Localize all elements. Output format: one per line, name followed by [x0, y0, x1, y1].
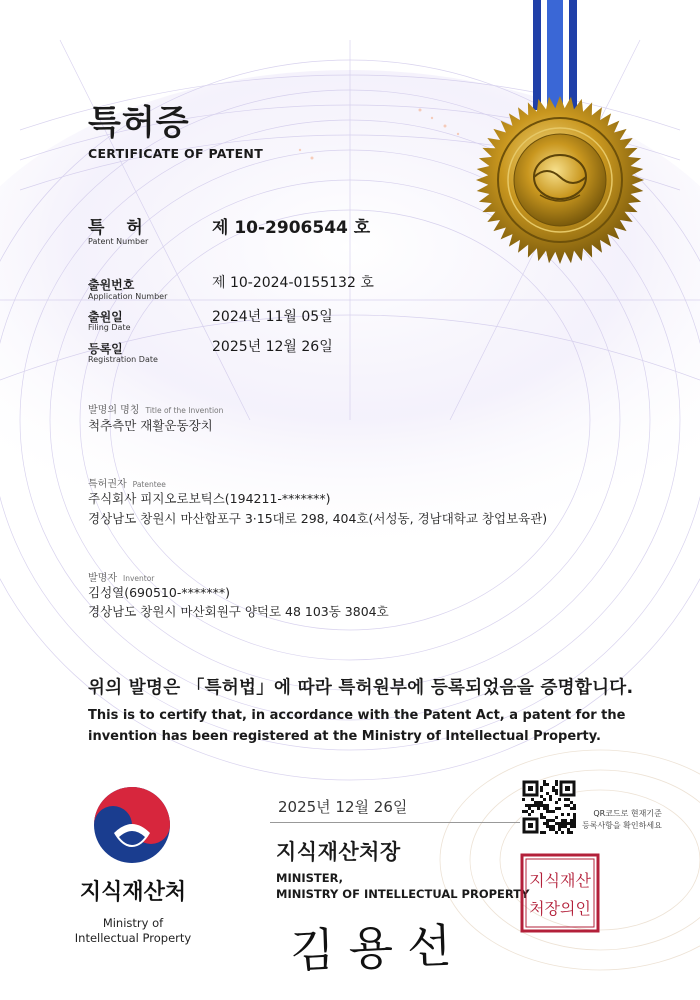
minister-title-en-line2: MINISTRY OF INTELLECTUAL PROPERTY	[276, 887, 530, 901]
inventor-address: 경상남도 창원시 마산회원구 양덕로 48 103동 3804호	[88, 604, 389, 619]
patent-number-label: 특 허	[88, 218, 151, 238]
issue-date: 2025년 12월 26일	[278, 798, 408, 816]
registration-date-value: 2025년 12월 26일	[212, 339, 333, 355]
qr-note	[582, 808, 662, 832]
taegeuk-logo-icon	[92, 785, 172, 865]
official-stamp-icon	[520, 853, 600, 933]
minister-title-ko: 지식재산처장	[276, 840, 401, 864]
issue-date-underline	[270, 822, 520, 823]
patent-number-label-en: Patent Number	[88, 237, 149, 246]
certificate-title: 특허증	[88, 103, 190, 143]
agency-name-en-line1: Ministry of	[102, 916, 164, 930]
inventor-label: 발명자	[88, 573, 117, 584]
inventor-name: 김성열(690510-*******)	[88, 585, 230, 600]
invention-title-label: 발명의 명칭	[88, 405, 140, 416]
agency-name-en-line2: Intellectual Property	[74, 931, 192, 945]
registration-date-label: 등록일	[88, 342, 123, 356]
agency-name-ko: 지식재산처	[79, 880, 187, 905]
qr-code-icon	[522, 780, 576, 834]
minister-title-en-line1: MINISTER,	[276, 871, 344, 885]
minister-signature: 김용선	[289, 917, 467, 979]
certification-statement-en: This is to certify that, in accordance with the Patent Act, a patent for the invention has been registered at the Ministry of Intellectual Property.	[88, 708, 626, 744]
patentee-label-en: Patentee	[132, 480, 166, 489]
patentee-address: 경상남도 창원시 마산합포구 3·15대로 298, 404호(서성동, 경남대학교 창업보육관)	[88, 511, 548, 526]
minister-title-en	[276, 870, 529, 902]
agency-name-en	[58, 916, 208, 946]
filing-date-label: 출원일	[88, 310, 123, 324]
patentee-label: 특허권자	[88, 479, 127, 490]
inventor-label-en: Inventor	[122, 574, 155, 583]
stamp-text-row2: 처장의인	[529, 899, 591, 918]
gold-seal-icon	[475, 95, 645, 265]
filing-date-value: 2024년 11월 05일	[212, 309, 333, 325]
patentee-name: 주식회사 피지오로보틱스(194211-*******)	[88, 491, 331, 506]
certification-statement-ko: 위의 발명은 「특허법」에 따라 특허원부에 등록되었음을 증명합니다.	[88, 678, 634, 698]
registration-date-label-en: Registration Date	[88, 355, 158, 364]
certificate-subtitle: CERTIFICATE OF PATENT	[88, 146, 264, 161]
qr-note-line2: 등록사항을 확인하세요	[582, 821, 662, 830]
qr-note-line1: QR코드로 현재기준	[593, 809, 662, 818]
application-number-label-en: Application Number	[88, 292, 168, 301]
invention-title-value: 척추측만 재활운동장치	[88, 418, 213, 433]
stamp-text-row1: 지식재산	[529, 871, 591, 890]
patent-number-value: 제 10-2906544 호	[212, 218, 371, 238]
application-number-label: 출원번호	[88, 278, 135, 292]
filing-date-label-en: Filing Date	[88, 323, 131, 332]
application-number-value: 제 10-2024-0155132 호	[212, 275, 374, 291]
invention-title-label-en: Title of the Invention	[145, 406, 224, 415]
ribbon	[533, 0, 577, 110]
invention-title-heading	[88, 398, 223, 417]
